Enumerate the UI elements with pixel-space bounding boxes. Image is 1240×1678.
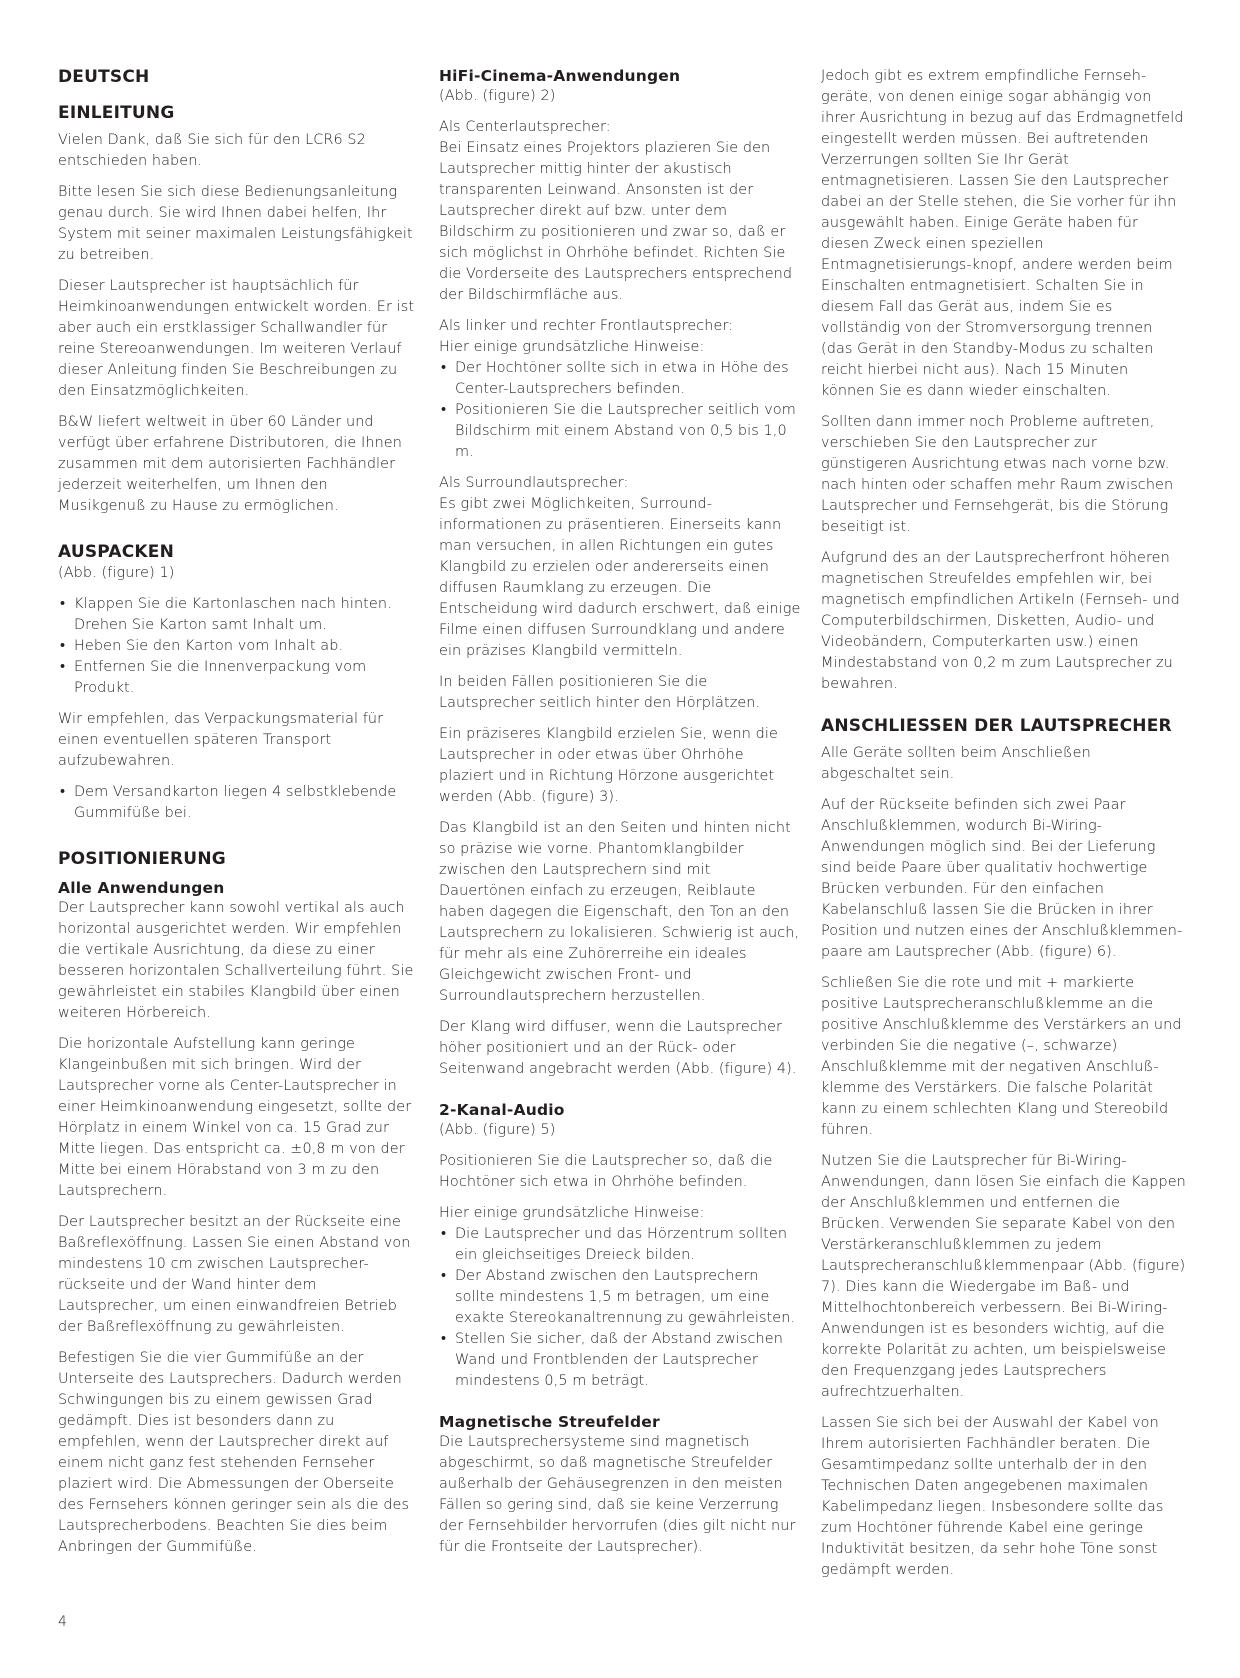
paragraph: Die horizontale Aufstellung kann geringe Klangeinbußen mit sich bringen. Wird der Lautsprecher vorne als Center-Lautsprecher in einer Heimkinoanwendung eingesetzt, sollte der Hörplatz in einem Winkel von ca. 15 Grad zur Mitte liegen. Das entspricht ca. ±0,8 m von der Mitte bei einem Hörabstand von 3 m zu den Lautsprechern. [58,1036,412,1199]
bullet-list [439,358,801,463]
paragraph: Ein präziseres Klangbild erzielen Sie, wenn die Lautsprecher in oder etwas über Ohrhöhe plaziert und in Richtung Hörzone ausgerichtet werden (Abb. (figure) 3). [439,726,778,805]
paragraph: Der Lautsprecher kann sowohl vertikal als auch horizontal ausgerichtet werden. Wir empfehlen die vertikale Ausrichtung, da diese zu einer besseren horizontalen Schallverteilung führt. Sie gewährleistet ein stabiles Klangbild über einen weiteren Hörbereich. [58,900,414,1021]
paragraph: Befestigen Sie die vier Gummifüße an der Unterseite des Lautsprechers. Dadurch werden Schwingungen bis zu einem gewissen Grad gedämpft. Dies ist besonders dann zu empfehlen, wenn der Lautsprecher direkt auf einem nicht ganz fest stehenden Fernseher plaziert wird. Die Abmessungen der Oberseite des Fernsehers können geringer sein als die des Lautsprecherbodens. Beachten Sie dies beim Anbringen der Gummifüße. [58,1350,410,1555]
label-front-intro: Hier einige grundsätzliche Hinweise: [439,339,705,355]
subheading-hifi-cinema: HiFi-Cinema-Anwendungen [439,67,681,85]
subheading-magnetische-streufelder: Magnetische Streufelder [439,1413,660,1431]
section-heading-auspacken: AUSPACKEN [58,542,175,562]
bullet-list [58,782,416,824]
label-front: Als linker und rechter Frontlautsprecher: [439,318,734,334]
list-item: • Der Hochtöner sollte sich in etwa in Höhe des Center-Lautsprechers befinden. [439,358,801,400]
paragraph: Der Klang wird diffuser, wenn die Lautsprecher höher positioniert und an der Rück- oder Seitenwand angebracht werden (Abb. (figure) 4). [439,1019,797,1077]
list-item: • Entfernen Sie die Innenverpackung vom Produkt. [58,657,416,699]
list-item: • Der Abstand zwischen den Lautsprechern sollte mindestens 1,5 m betragen, um eine exakte Stereokanaltrennung zu gewährleisten. [439,1266,801,1329]
paragraph: In beiden Fällen positionieren Sie die Lautsprecher seitlich hinter den Hörplätzen. [439,674,761,711]
paragraph: Schließen Sie die rote und mit + markierte positive Lautsprecheranschlußklemme an die positive Anschlußklemme des Verstärkers an und verbinden Sie die negative (–, schwarze) Anschlußklemme mit der negativen Anschluß-klemme des Verstärkers. Die falsche Polarität kann zu einem schlechten Klang und Stereobild führen. [821,975,1182,1138]
paragraph: Das Klangbild ist an den Seiten und hinten nicht so präzise wie vorne. Phantomklangbilder zwischen den Lautsprechern sind mit Dauertönen einfach zu erzeugen, Reiblaute haben dagegen die Eigenschaft, den Ton an den Lautsprechern zu lokalisieren. Schwierig ist auch, für mehr als eine Zuhörerreihe ein ideales Gleichgewicht zwischen Front- und Surroundlautsprechern herzustellen. [439,820,800,1004]
page-number: 4 [58,1614,67,1630]
paragraph: Vielen Dank, daß Sie sich für den LCR6 S2 entschieden haben. [58,132,366,169]
paragraph: Alle Geräte sollten beim Anschließen abgeschaltet sein. [821,745,1091,782]
label-hinweise: Hier einige grundsätzliche Hinweise: [439,1205,705,1221]
figure-reference: (Abb. (figure) 1) [58,565,175,581]
paragraph: Lassen Sie sich bei der Auswahl der Kabel von Ihrem autorisierten Fachhändler beraten. Die Gesamtimpedanz sollte unterhalb der in den Technischen Daten angegebenen maximalen Kabelimpedanz liegen. Insbesondere sollte das zum Hochtöner führende Kabel eine geringe Induktivität besitzen, da sehr hohe Töne sonst gedämpft werden. [821,1415,1164,1578]
paragraph: Bitte lesen Sie sich diese Bedienungsanleitung genau durch. Sie wird Ihnen dabei helfen, Ihr System mit seiner maximalen Leistungsfähigkeit zu betreiben. [58,184,413,263]
paragraph: Sollten dann immer noch Probleme auftreten, verschieben Sie den Lautsprecher zur günstigeren Ausrichtung etwas nach vorne bzw. nach hinten oder schaffen mehr Raum zwischen Lautsprecher und Fernsehgerät, bis die Störung beseitigt ist. [821,414,1174,535]
bullet-list [58,594,416,699]
subheading-alle-anwendungen: Alle Anwendungen [58,879,225,897]
list-item: • Heben Sie den Karton vom Inhalt ab. [58,636,416,657]
paragraph: Dieser Lautsprecher ist hauptsächlich für Heimkinoanwendungen entwickelt worden. Er ist aber auch ein erstklassiger Schallwandler für reine Stereoanwendungen. Im weiteren Verlauf dieser Anleitung finden Sie Beschreibungen zu den Einsatzmöglichkeiten. [58,278,415,399]
list-item: • Positionieren Sie die Lautsprecher seitlich vom Bildschirm mit einem Abstand von 0,5 bis 1,0 m. [439,400,801,463]
section-heading-anschliessen: ANSCHLIESSEN DER LAUTSPRECHER [821,716,1172,736]
paragraph: Aufgrund des an der Lautsprecherfront höheren magnetischen Streufeldes empfehlen wir, bei magnetisch empfindlichen Artikeln (Fernseh- und Computerbildschirmen, Disketten, Audio- und Videobändern, Computerkarten usw.) einen Mindestabstand von 0,2 m zum Lautsprecher zu bewahren. [821,550,1180,692]
paragraph: Auf der Rückseite befinden sich zwei Paar Anschlußklemmen, wodurch Bi-Wiring-Anwendungen möglich sind. Bei der Lieferung sind beide Paare über qualitativ hochwertige Brücken verbunden. Für den einfachen Kabelanschluß lassen Sie die Brücken in ihrer Position und nutzen eines der Anschlußklemmen-paare am Lautsprecher (Abb. (figure) 6). [821,797,1183,960]
paragraph: Die Lautsprechersysteme sind magnetisch abgeschirmt, so daß magnetische Streufelder außerhalb der Gehäusegrenzen in den meisten Fällen so gering sind, daß sie keine Verzerrung der Fernsehbilder hervorrufen (dies gilt nicht nur für die Frontseite der Lautsprecher). [439,1434,796,1555]
list-item: • Stellen Sie sicher, daß der Abstand zwischen Wand und Frontblenden der Lautsprecher mindestens 0,5 m beträgt. [439,1329,801,1392]
section-heading-einleitung: EINLEITUNG [58,103,175,123]
label-center: Als Centerlautsprecher: [439,119,611,135]
paragraph: Wir empfehlen, das Verpackungsmaterial für einen eventuellen späteren Transport aufzubewahren. [58,711,384,769]
section-heading-positionierung: POSITIONIERUNG [58,849,226,869]
paragraph: Bei Einsatz eines Projektors plazieren Sie den Lautsprecher mittig hinter der akustisch transparenten Leinwand. Ansonsten ist der Lautsprecher direkt auf bzw. unter dem Bildschirm zu positionieren und zwar so, daß er sich möglichst in Ohrhöhe befindet. Richten Sie die Vorderseite des Lautsprechers entsprechend der Bildschirmfläche aus. [439,140,793,303]
figure-reference: (Abb. (figure) 5) [439,1122,556,1138]
column-2 [439,66,801,1568]
paragraph: Jedoch gibt es extrem empfindliche Fernseh-geräte, von denen einige sogar abhängig von ihrer Ausrichtung in bezug auf das Erdmagnetfeld eingestellt werden müssen. Bei auftretenden Verzerrungen sollten Sie Ihr Gerät entmagnetisieren. Lassen Sie den Lautsprecher dabei an der Stelle stehen, die Sie vorher für ihn ausgewählt haben. Einige Geräte haben für diesen Zweck einen speziellen Entmagnetisierungs-knopf, andere werden beim Einschalten entmagnetisiert. Schalten Sie in diesem Fall das Gerät aus, indem Sie es vollständig von der Stromversorgung trennen (das Gerät in den Standby-Modus zu schalten reicht hierbei nicht aus). Nach 15 Minuten können Sie es dann wieder einschalten. [821,68,1184,399]
subheading-2-kanal-audio: 2-Kanal-Audio [439,1101,565,1119]
column-1 [58,66,416,1568]
paragraph: Positionieren Sie die Lautsprecher so, daß die Hochtöner sich etwa in Ohrhöhe befinden. [439,1153,773,1190]
list-item: • Klappen Sie die Kartonlaschen nach hinten. Drehen Sie Karton samt Inhalt um. [58,594,416,636]
paragraph: Es gibt zwei Möglichkeiten, Surround-informationen zu präsentieren. Einerseits kann man versuchen, in allen Richtungen ein gutes Klangbild zu erzielen oder andererseits einen diffusen Raumklang zu erzeugen. Die Entscheidung wird dadurch erschwert, daß einige Filme einen diffusen Surroundklang und andere ein präzises Klangbild vermitteln. [439,496,801,659]
figure-reference: (Abb. (figure) 2) [439,88,556,104]
label-surround: Als Surroundlautsprecher: [439,475,629,491]
language-heading: DEUTSCH [58,67,150,87]
list-item: • Dem Versandkarton liegen 4 selbstklebende Gummifüße bei. [58,782,416,824]
bullet-list [439,1224,801,1392]
paragraph: B&W liefert weltweit in über 60 Länder und verfügt über erfahrene Distributoren, die Ihnen zusammen mit dem autorisierten Fachhändler jederzeit weiterhelfen, um Ihnen den Musikgenuß zu Hause zu ermöglichen. [58,414,402,514]
column-3 [821,66,1186,1591]
list-item: • Die Lautsprecher und das Hörzentrum sollten ein gleichseitiges Dreieck bilden. [439,1224,801,1266]
paragraph: Der Lautsprecher besitzt an der Rückseite eine Baßreflexöffnung. Lassen Sie einen Abstand von mindestens 10 cm zwischen Lautsprecher-rückseite und der Wand hinter dem Lautsprecher, um einen einwandfreien Betrieb der Baßreflexöffnung zu gewährleisten. [58,1214,411,1335]
paragraph: Nutzen Sie die Lautsprecher für Bi-Wiring-Anwendungen, dann lösen Sie einfach die Kappen der Anschlußklemmen und entfernen die Brücken. Verwenden Sie separate Kabel von den Verstärkeranschlußklemmen zu jedem Lautsprecheranschlußklemmenpaar (Abb. (figure) 7). Dies kann die Wiedergabe im Baß- und Mittelhochtonbereich verbessern. Bei Bi-Wiring-Anwendungen ist es besonders wichtig, auf die korrekte Polarität zu achten, um beispielsweise den Frequenzgang jedes Lautsprechers aufrechtzuerhalten. [821,1153,1186,1400]
